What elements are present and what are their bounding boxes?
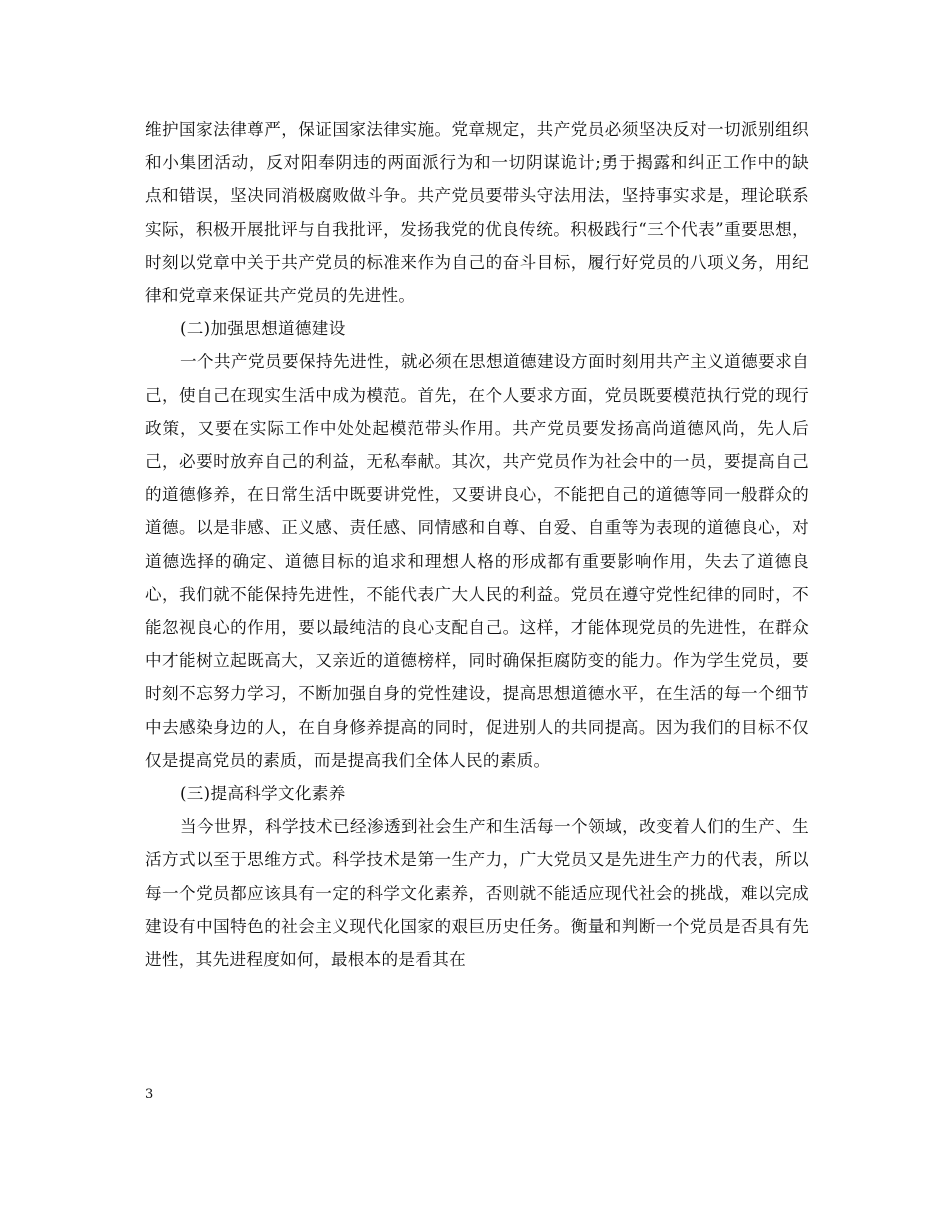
paragraph-science-culture: 当今世界，科学技术已经渗透到社会生产和生活每一个领域，改变着人们的生产、生活方式以至于思维方式。科学技术是第一生产力，广大党员又是先进生产力的代表，所以每一个党员都应该具有一定的科学文化素养，否则就不能适应现代社会的挑战，难以完成建设有中国特色的社会主义现代化国家的艰巨历史任务。衡量和判断一个党员是否具有先进性，其先进程度如何，最根本的是看其在 — [145, 817, 809, 970]
body-text — [145, 113, 809, 976]
page-number: 3 — [145, 1087, 154, 1102]
section-heading-science-culture: (三)提高科学文化素养 — [180, 784, 346, 804]
paragraph-moral-building: 一个共产党员要保持先进性，就必须在思想道德建设方面时刻用共产主义道德要求自己，使自己在现实生活中成为模范。首先，在个人要求方面，党员既要模范执行党的现行政策，又要在实际工作中处处起模范带头作用。共产党员要发扬高尚道德风尚，先人后己，必要时放弃自己的利益，无私奉献。其次，共产党员作为社会中的一员，要提高自己的道德修养，在日常生活中既要讲党性，又要讲良心，不能把自己的道德等同一般群众的道德。以是非感、正义感、责任感、同情感和自尊、自爱、自重等为表现的道德良心，对道德选择的确定、道德目标的追求和理想人格的形成都有重要影响作用，失去了道德良心，我们就不能保持先进性，不能代表广大人民的利益。党员在遵守党性纪律的同时，不能忽视良心的作用，要以最纯洁的良心支配自己。这样，才能体现党员的先进性，在群众中才能树立起既高大，又亲近的道德榜样，同时确保拒腐防变的能力。作为学生党员，要时刻不忘努力学习，不断加强自身的党性建设，提高思想道德水平，在生活的每一个细节中去感染身边的人，在自身修养提高的同时，促进别人的共同提高。因为我们的目标不仅仅是提高党员的素质，而是提高我们全体人民的素质。 — [145, 352, 809, 770]
section-heading-moral-building: (二)加强思想道德建设 — [180, 319, 346, 339]
paragraph-discipline: 维护国家法律尊严，保证国家法律实施。党章规定，共产党员必须坚决反对一切派别组织和小集团活动，反对阳奉阴违的两面派行为和一切阴谋诡计;勇于揭露和纠正工作中的缺点和错误，坚决同消极腐败做斗争。共产党员要带头守法用法，坚持事实求是，理论联系实际，积极开展批评与自我批评，发扬我党的优良传统。积极践行“三个代表”重要思想，时刻以党章中关于共产党员的标准来作为自己的奋斗目标，履行好党员的八项义务，用纪律和党章来保证共产党员的先进性。 — [145, 120, 809, 306]
